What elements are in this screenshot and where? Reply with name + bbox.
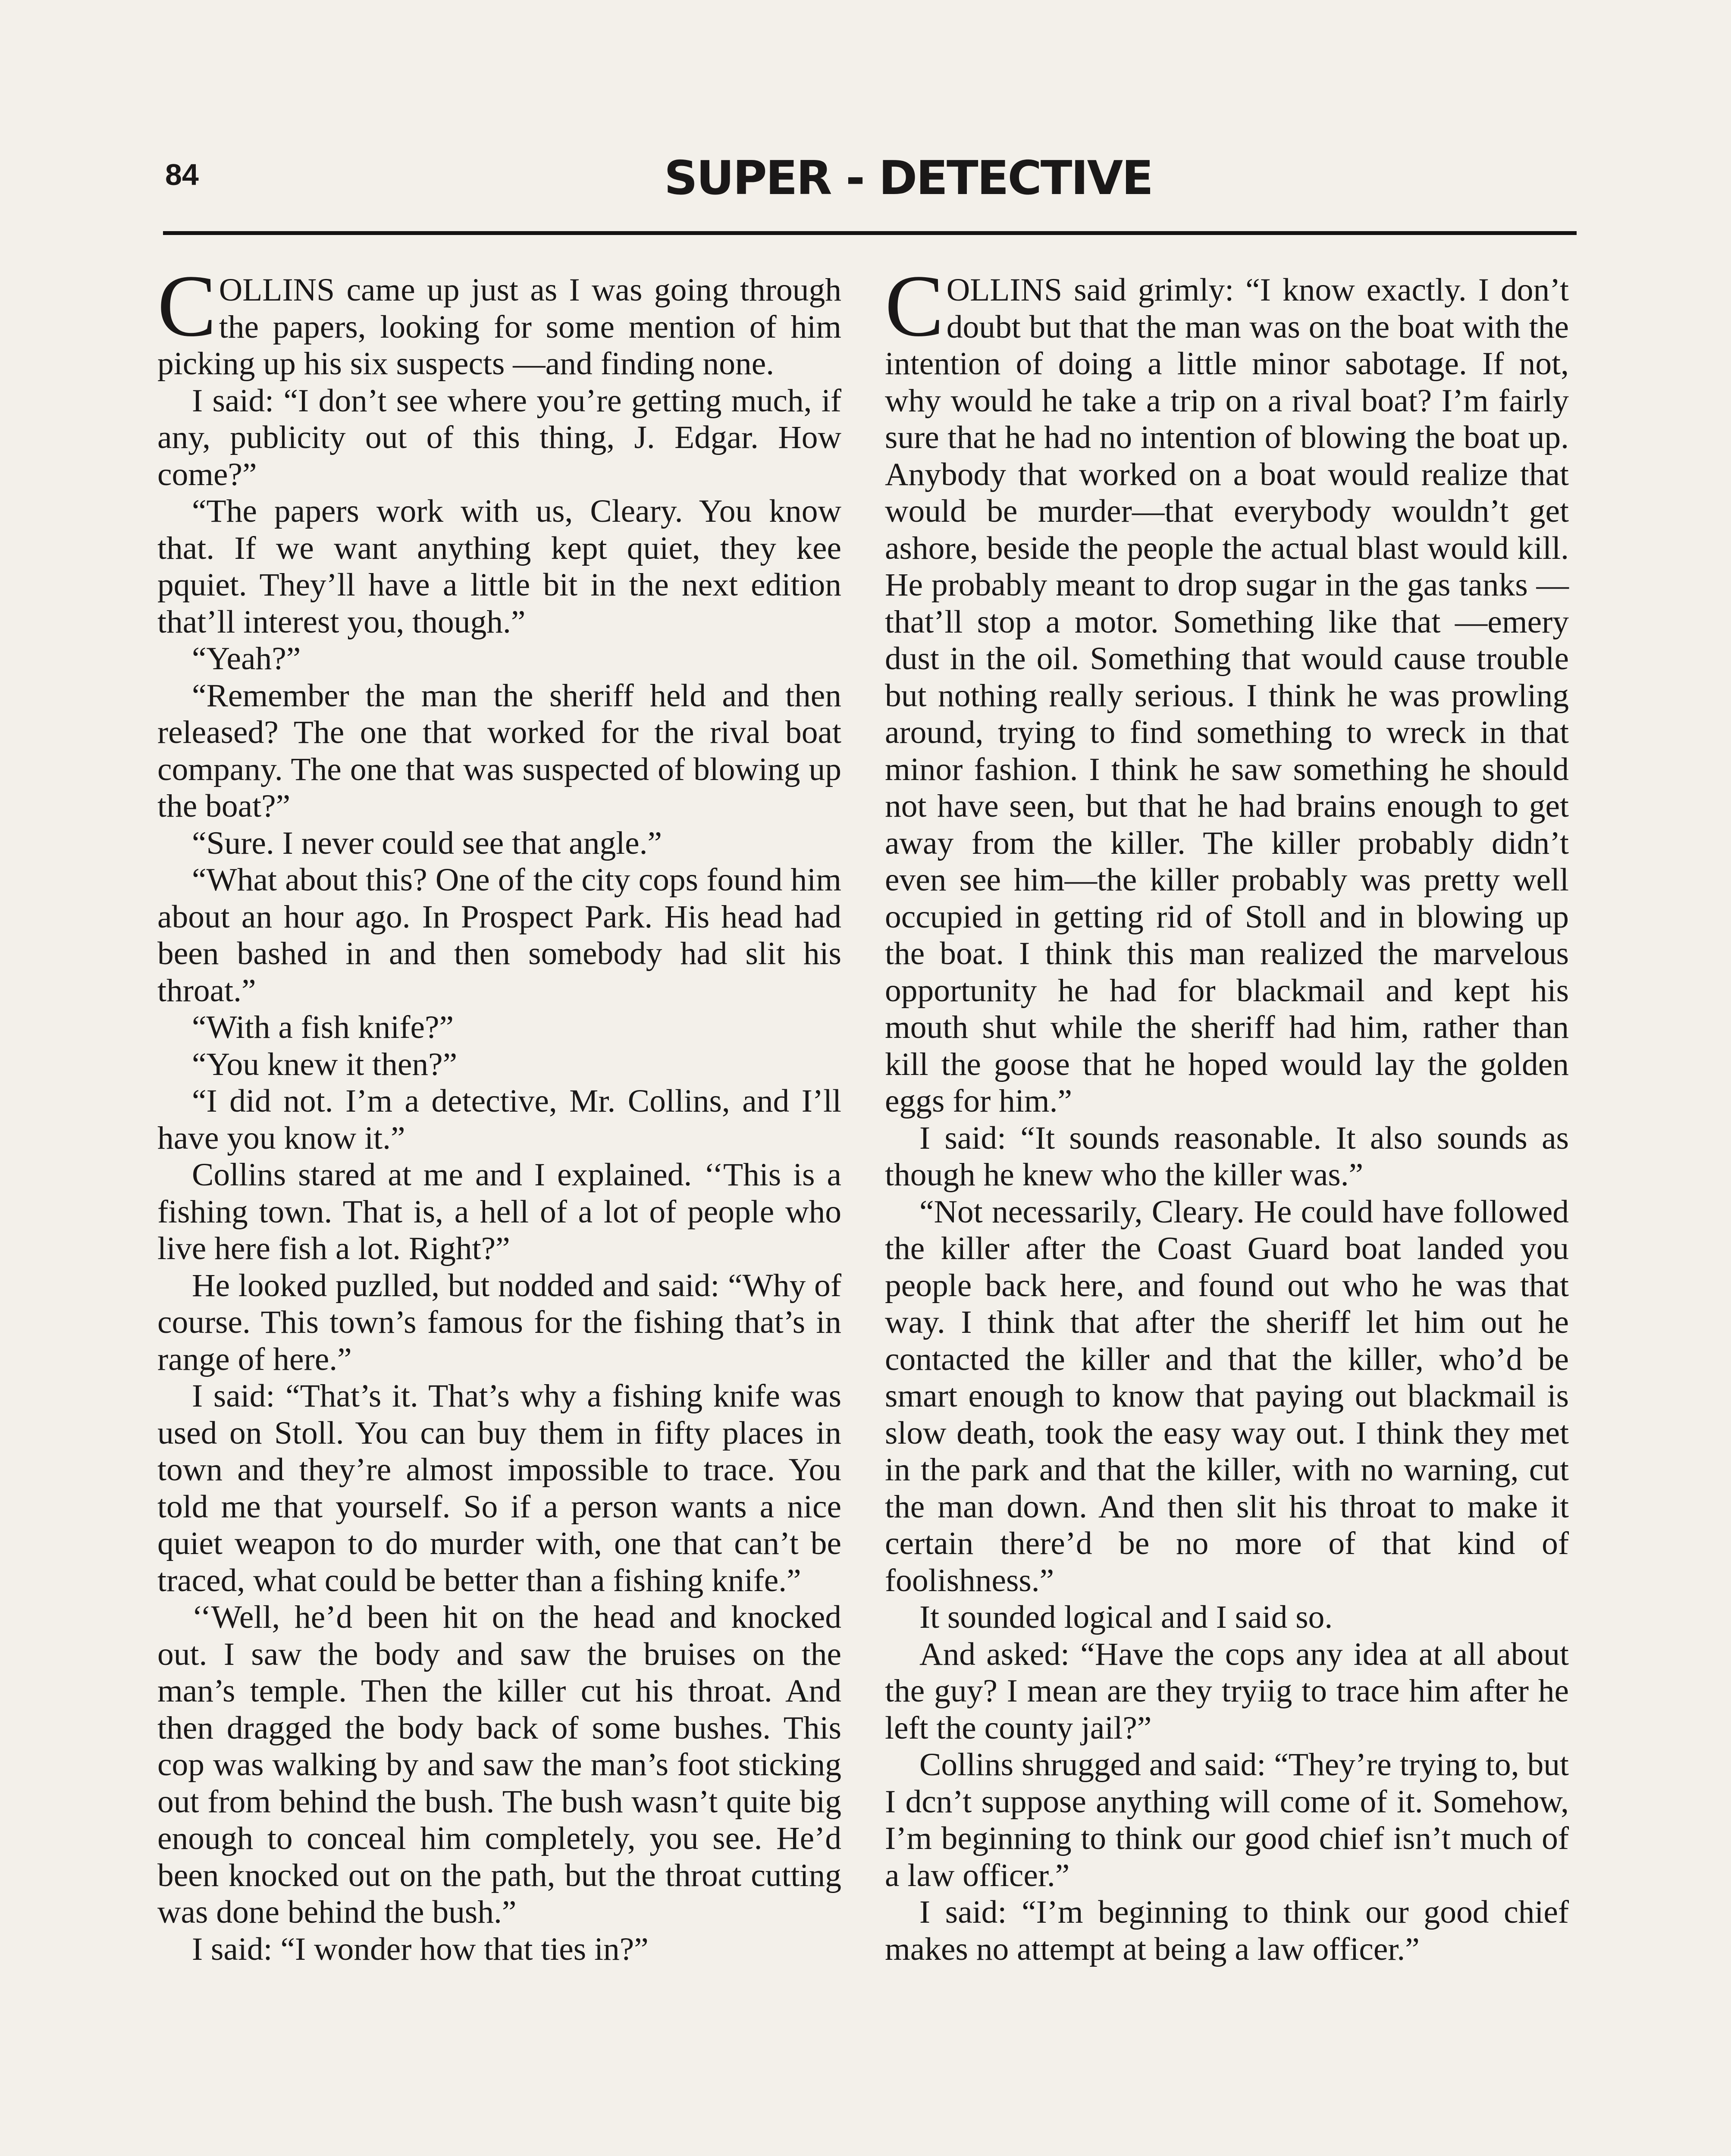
paragraph-text: said grimly: “I know exactly. I don’t doubt but that the man was on the boat with the intention of doing a little minor sabotage. If not, why would he take a trip on a rival boat? I’m fairly sure that he had no intention of blowing the boat up. Anybody that worked on a boat would realize that would be murder—that everybody wouldn’t get ashore, beside the people the actual blast would kill. He probably meant to drop sugar in the gas tanks —that’ll stop a motor. Something like that —emery dust in the oil. Something that would cause trouble but nothing really serious. I think he was prowling around, trying to find something to wreck in that minor fashion. I think he saw something he should not have seen, but that he had brains enough to get away from the killer. The killer probably didn’t even see him—the killer probably was pretty well occupied in getting rid of Stoll and in blowing up the boat. I think this man realized the marvelous opportunity he had for blackmail and kept his mouth shut while the sheriff had him, rather than kill the goose that he hoped would lay the golden eggs for him.” bbox=[885, 272, 1569, 1119]
lead-word: OLLINS bbox=[946, 272, 1063, 308]
lead-word: OLLINS bbox=[219, 272, 335, 308]
paragraph: I said: “It sounds reasonable. It also sounds as though he knew who the killer was.” bbox=[885, 1120, 1569, 1193]
opening-paragraph bbox=[157, 257, 841, 382]
paragraph: “Yeah?” bbox=[192, 641, 301, 677]
paragraph: He looked puzlled, but nodded and said: “Why of course. This town’s famous for the fishing that’s in range of here.” bbox=[157, 1267, 841, 1377]
page-number: 84 bbox=[165, 158, 199, 191]
drop-cap: C bbox=[885, 257, 944, 355]
paragraph: “I did not. I’m a detective, Mr. Collins, and I’ll have you know it.” bbox=[157, 1083, 841, 1156]
paragraph: And asked: “Have the cops any idea at all about the guy? I mean are they tryiig to trace him after he left the county jail?” bbox=[885, 1636, 1569, 1746]
left-column bbox=[157, 257, 841, 1968]
paragraph: I said: “I don’t see where you’re getting much, if any, publicity out of this thing, J. Edgar. How come?” bbox=[157, 382, 841, 492]
paragraph: “Sure. I never could see that angle.” bbox=[192, 825, 662, 861]
paragraph: I said: “That’s it. That’s why a fishing knife was used on Stoll. You can buy them in fifty places in town and they’re almost impossible to trace. You told me that yourself. So if a person wants a nice quiet weapon to do murder with, one that can’t be traced, what could be better than a fishing knife.” bbox=[157, 1378, 841, 1598]
paragraph: “Not necessarily, Cleary. He could have followed the killer after the Coast Guard boat landed you people back here, and found out who he was that way. I think that after the sheriff let him out he contacted the killer and that the killer, who’d be smart enough to know that paying out blackmail is slow death, took the easy way out. I think they met in the park and that the killer, with no warning, cut the man down. And then slit his throat to make it certain there’d be no more of that kind of foolishness.” bbox=[885, 1194, 1569, 1598]
paragraph: “You knew it then?” bbox=[192, 1046, 458, 1082]
paragraph: “With a fish knife?” bbox=[192, 1009, 454, 1045]
header-rule bbox=[163, 231, 1577, 235]
opening-paragraph bbox=[885, 257, 1569, 1120]
paragraph: It sounded logical and I said so. bbox=[919, 1599, 1333, 1635]
drop-cap: C bbox=[157, 257, 216, 355]
paragraph: ‘‘Well, he’d been hit on the head and knocked out. I saw the body and saw the bruises on the man’s temple. Then the killer cut his throat. And then dragged the body back of some bushes. This cop was walking by and saw the man’s foot sticking out from behind the bush. The bush wasn’t quite big enough to conceal him completely, you see. He’d been knocked out on the path, but the throat cutting was done behind the bush.” bbox=[157, 1599, 841, 1930]
paragraph: “Remember the man the sheriff held and then released? The one that worked for the rival boat company. The one that was suspected of blowing up the boat?” bbox=[157, 677, 841, 824]
paragraph: I said: “I wonder how that ties in?” bbox=[192, 1931, 649, 1967]
paragraph: I said: “I’m beginning to think our good chief makes no attempt at being a law officer.” bbox=[885, 1894, 1569, 1967]
paragraph: “The papers work with us, Cleary. You know that. If we want anything kept quiet, they kee pquiet. They’ll have a little bit in the next edition that’ll interest you, though.” bbox=[157, 493, 841, 640]
paragraph: “What about this? One of the city cops found him about an hour ago. In Prospect Park. His head had been bashed in and then somebody had slit his throat.” bbox=[157, 862, 841, 1009]
right-column bbox=[885, 257, 1569, 1968]
paragraph-text: came up just as I was going through the papers, looking for some mention of him picking up his six suspects —and finding none. bbox=[157, 272, 841, 382]
paragraph: Collins shrugged and said: “They’re trying to, but I dcn’t suppose anything will come of it. Somehow, I’m beginning to think our good chief isn’t much of a law officer.” bbox=[885, 1747, 1569, 1893]
paragraph: Collins stared at me and I explained. ‘‘This is a fishing town. That is, a hell of a lot of people who live here fish a lot. Right?” bbox=[157, 1157, 841, 1266]
magazine-title: SUPER - DETECTIVE bbox=[664, 151, 1152, 205]
